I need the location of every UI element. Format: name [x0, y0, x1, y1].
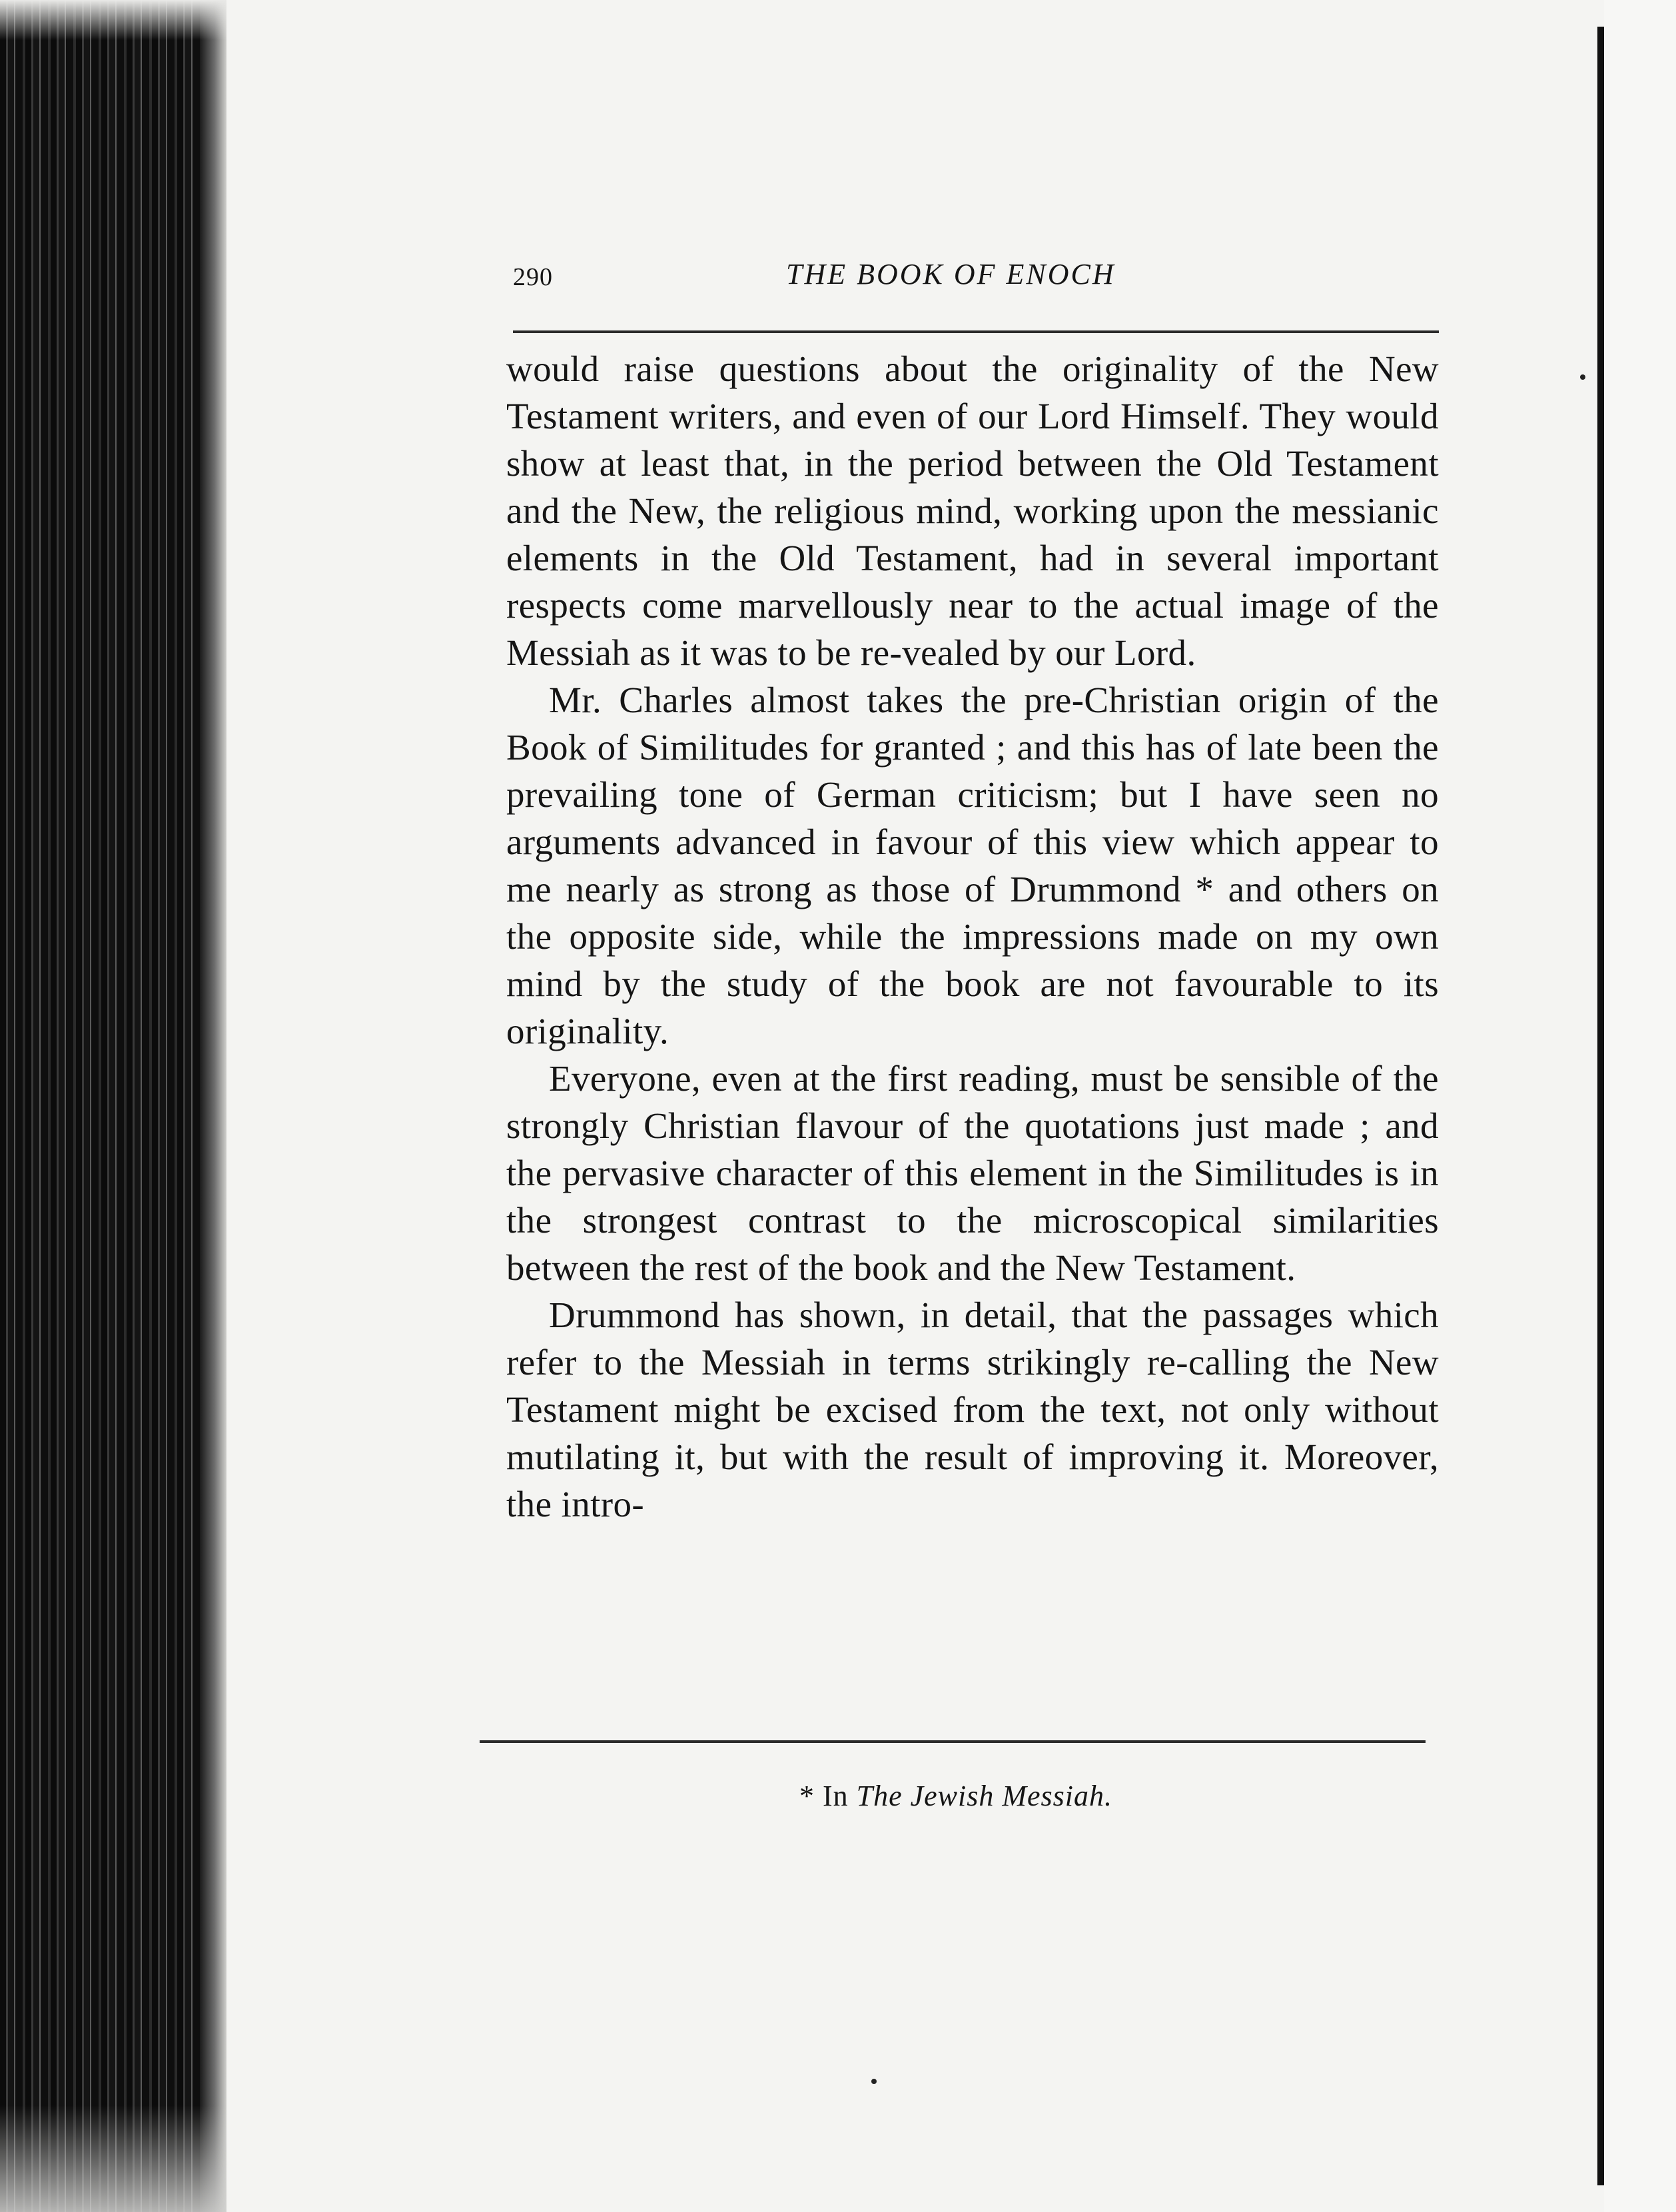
scan-speck [871, 2079, 877, 2084]
footnote-marker: * In [799, 1780, 857, 1812]
footnote [466, 1779, 1446, 1813]
scan-speck [1580, 374, 1585, 380]
footnote-rule [480, 1740, 1426, 1743]
header-rule [513, 330, 1439, 333]
facing-page-margin [1604, 0, 1676, 2212]
paragraph: Everyone, even at the first reading, must be sensible of the strongly Christian flavour of the quotations just made ; and the pervasive character of this element in the Similitudes is in the strongest contrast to the microscopical similarities between the rest of the book and the New Testament. [506, 1058, 1439, 1288]
running-head [466, 253, 1446, 306]
running-head-title: THE BOOK OF ENOCH [786, 258, 1116, 290]
binding-top-fade [0, 0, 226, 40]
body-text [506, 345, 1439, 1528]
facing-page-edge [1597, 27, 1604, 2185]
paragraph: Mr. Charles almost takes the pre-Christian origin of the Book of Similitudes for granted ; and this has of late been the prevailing tone of German criticism; but I have seen no arguments advanced in favour of this view which appear to me nearly as strong as those of Drummond * and others on the opposite side, while the impressions made on my own mind by the study of the book are not favourable to its originality. [506, 680, 1439, 1051]
page-content [466, 253, 1446, 1812]
book-binding-edge [0, 0, 226, 2212]
binding-shadow [200, 0, 226, 2212]
paragraph: Drummond has shown, in detail, that the passages which refer to the Messiah in terms strikingly re-calling the New Testament might be excised from the text, not only without mutilating it, but with the result of improving it. Moreover, the intro- [506, 1295, 1439, 1524]
paragraph-continued: would raise questions about the originality of the New Testament writers, and even of our Lord Himself. They would show at least that, in the period between the Old Testament and the New, the religious mind, working upon the messianic elements in the Old Testament, had in several important respects come marvellously near to the actual image of the Messiah as it was to be re-vealed by our Lord. [506, 348, 1439, 673]
binding-bottom-fade [0, 2105, 226, 2212]
page-number: 290 [513, 263, 553, 291]
footnote-work-title: The Jewish Messiah. [856, 1780, 1113, 1812]
